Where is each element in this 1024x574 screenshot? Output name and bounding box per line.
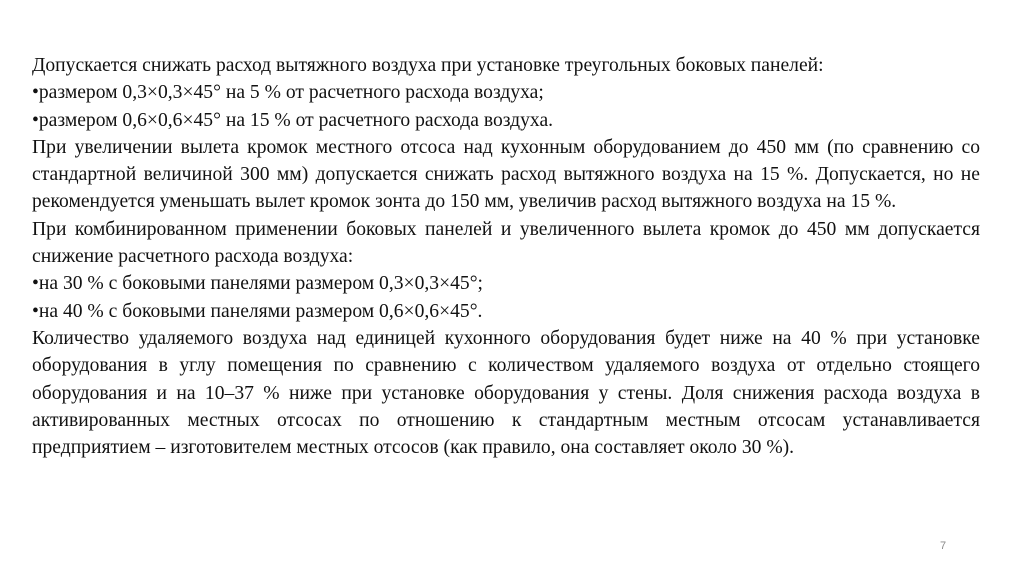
paragraph-intro-side-panels: Допускается снижать расход вытяжного воздуха при установке треугольных боковых панелей: — [32, 55, 824, 76]
page-number: 7 — [940, 540, 947, 552]
paragraph-equipment-placement: Количество удаляемого воздуха над единицей кухонного оборудования будет ниже на 40 % при установке оборудования в углу помещения по сравнению с количеством удаляемого воздуха от отдельно стоящего оборудования и на 10–37 % ниже при установке оборудования у стены. Доля снижения расхода воздуха в активированных местных отсосах по отношению к стандартным местным отсосам устанавливается предприятием – изготовителем местных отсосов (как правило, она составляет около 30 %). — [32, 327, 980, 459]
bullet-combined-30-percent: •на 30 % с боковыми панелями размером 0,3×0,3×45°; — [32, 273, 484, 295]
bullet-panel-size-0-6: •размером 0,6×0,6×45° на 15 % от расчетного расхода воздуха. — [32, 109, 554, 131]
bullet-panel-size-0-3: •размером 0,3×0,3×45° на 5 % от расчетного расхода воздуха; — [32, 82, 544, 104]
paragraph-combined-application: При комбинированном применении боковых панелей и увеличенного вылета кромок до 450 мм допускается снижение расчетного расхода воздуха: — [32, 218, 980, 268]
bullet-combined-40-percent: •на 40 % с боковыми панелями размером 0,6×0,6×45°. — [32, 300, 483, 322]
paragraph-edge-overhang: При увеличении вылета кромок местного отсоса над кухонным оборудованием до 450 мм (по сравнению со стандартной величиной 300 мм) допускается снижать расход вытяжного воздуха на 15 %. Допускается, но не рекомендуется уменьшать вылет кромок зонта до 150 мм, увеличив расход вытяжного воздуха на 15 %. — [32, 136, 980, 213]
slide-body-text — [32, 52, 980, 461]
